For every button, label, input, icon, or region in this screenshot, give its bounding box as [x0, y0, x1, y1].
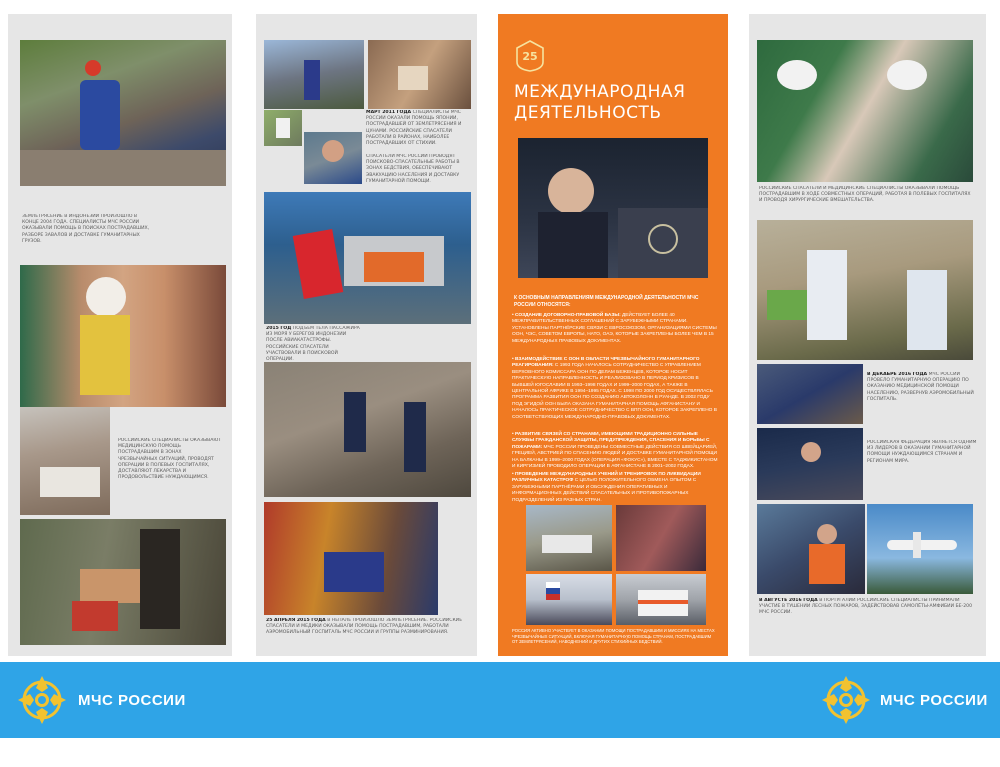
activity-text: ДЕЙСТВУЕТ БОЛЕЕ 40 МЕЖПРАВИТЕЛЬСТВЕННЫХ СОГЛАШЕНИЙ С ЗАРУБЕЖНЫМИ СТРАНАМИ. УСТАНОВЛЕНЫ ПАРТНЁРСКИЕ СВЯЗИ С ЕВРОСОЮЗОМ, ОРГАНИЗАЦИЯМИ СИСТЕМЫ ООН, ЧЭС, СОВЕТОМ ЕВРОПЫ, НАТО, ОАЭ, КОТОРЫЕ ЗАКРЕПЛЕНЫ БОЛЕЕ ЧЕМ В 15 МЕЖДУНАРОДНЫХ ПРАВОВЫХ ДОКУМЕНТАХ. — [512, 313, 717, 344]
title-line: МЕЖДУНАРОДНАЯ — [514, 82, 686, 102]
caption-lead: В ДЕКАБРЕ 2016 ГОДА — [867, 372, 928, 377]
panel-right — [749, 14, 986, 656]
activity-text: С ЦЕЛЬЮ ПОЛОЖИТЕЛЬНОГО ОБМЕНА ОПЫТОМ С ЗАРУБЕЖНЫМИ ПАРТНЁРАМИ И ОБСУЖДЕНИЯ ОПЕРАТИВНЫХ И ИНФОРМАЦИОННЫХ ДЕЙСТВИЙ СПАСАТЕЛЬНЫХ И ПРОТИВОПОЖАРНЫХ ПОДРАЗДЕЛЕНИЙ ИЗ РАЗНЫХ СТРАН. — [512, 478, 697, 503]
photo-convoy — [526, 505, 612, 571]
brand-label-right: МЧС РОССИИ — [880, 692, 988, 709]
photo-ambulance — [616, 574, 706, 625]
brand-label-left: МЧС РОССИИ — [78, 692, 186, 709]
anniversary-emblem-icon — [516, 40, 544, 72]
caption-text: МЧС РОССИИ ПРОВЕЛО ГУМАНИТАРНУЮ ОПЕРАЦИЮ ПО ОКАЗАНИЮ МЕДИЦИНСКОЙ ПОМОЩИ НАСЕЛЕНИЮ, РАЗВЕРНУВ АЭРОМОБИЛЬНЫЙ ГОСПИТАЛЬ. — [867, 372, 974, 402]
caption-text: ПОДЪЁМ ТЕЛА ПАССАЖИРА ИЗ МОРЯ У БЕРЕГОВ ИНДОНЕЗИИ ПОСЛЕ АВИАКАТАСТРОФЫ. РОССИЙСКИЕ СПАСАТЕЛИ УЧАСТВОВАЛИ В ПОИСКОВОЙ ОПЕРАЦИИ. — [266, 326, 360, 363]
activity-heading: • РАЗВИТИЕ СВЯЗЕЙ СО СТРАНАМИ, ИМЕЮЩИМИ ТРАДИЦИОННО СИЛЬНЫЕ СЛУЖБЫ ГРАЖДАНСКОЙ ЗАЩИТЫ, ПРЕДУПРЕЖДЕНИЯ, СПАСЕНИЯ И БОРЬБЫ С ПОЖАРАМИ: — [512, 432, 710, 450]
photo-nepal-rescue — [264, 502, 438, 615]
photo-briefing — [757, 504, 865, 594]
caption: ЗЕМЛЕТРЯСЕНИЕ В ИНДОНЕЗИИ ПРОИЗОШЛО В КОНЦЕ 2004 ГОДА. СПЕЦИАЛИСТЫ МЧС РОССИИ ОКАЗЫВАЛИ ПОМОЩЬ В ПОИСКАХ ПОСТРАДАВШИХ, РАЗБОРЕ ЗАВАЛОВ И ДОСТАВКЕ ГУМАНИТАРНЫХ ГРУЗОВ. — [22, 214, 150, 242]
caption-text: В НЕПАЛЕ ПРОИЗОШЛО ЗЕМЛЕТРЯСЕНИЕ. РОССИЙСКИЕ СПАСАТЕЛИ И МЕДИКИ ОКАЗЫВАЛИ ПОМОЩЬ ПОСТРАДАВШИМ, РАБОТАЛИ АЭРОМОБИЛЬНЫЙ ГОСПИТАЛЬ МЧС РОССИИ И ГРУППЫ РАЗМИНИРОВАНИЯ. — [266, 618, 463, 636]
caption-lead: 2015 ГОД — [266, 326, 292, 331]
caption: РОССИЙСКИЕ СПАСАТЕЛИ И МЕДИЦИНСКИЕ СПЕЦИАЛИСТЫ ОКАЗЫВАЛИ ПОМОЩЬ ПОСТРАДАВШИМ В ХОДЕ СОВМЕСТНЫХ ОПЕРАЦИЙ, РАБОТАЯ В ПОЛЕВЫХ ГОСПИТАЛЯХ И ПРОВОДЯ ХИРУРГИЧЕСКИЕ ВМЕШАТЕЛЬСТВА. — [759, 186, 971, 204]
caption-lead: 25 АПРЕЛЯ 2015 ГОДА — [266, 618, 326, 623]
caption-text: СПЕЦИАЛИСТЫ МЧС РОССИИ ОКАЗАЛИ ПОМОЩЬ ЯПОНИИ, ПОСТРАДАВШЕЙ ОТ ЗЕМЛЕТРЯСЕНИЯ И ЦУНАМИ. РОССИЙСКИЕ СПАСАТЕЛИ РАБОТАЛИ В РАЙОНАХ, НАИБОЛЕЕ ПОСТРАДАВШИХ ОТ СТИХИИ. — [366, 110, 462, 147]
photo-box — [264, 110, 302, 146]
activity-item — [512, 472, 718, 503]
section-title — [514, 82, 724, 124]
panel-middle-left — [256, 14, 477, 656]
svg-text:25: 25 — [522, 50, 538, 63]
photo-smiling-people — [20, 265, 226, 407]
activity-text: МЧС РОССИИ ПРОВЕДЕНЫ СОВМЕСТНЫЕ ДЕЙСТВИЯ СО ШВЕЙЦАРИЕЙ, ГРЕЦИЕЙ, АВСТРИЕЙ ПО СПАСЕНИЮ ЛЮДЕЙ И ДОСТАВКЕ ГУМАНИТАРНОЙ ПОМОЩИ НА БАЛКАНЫ В 1999–2000 ГОДАХ (ОПЕРАЦИЯ «ФОКУС»), ВМЕСТЕ С ТАДЖИКИСТАНОМ И КИРГИЗИЕЙ ПРОВОДИЛО ОПЕРАЦИИ В АФГАНИСТАНЕ В 2001–2002 ГОДАХ. — [512, 444, 718, 470]
activity-item — [512, 313, 718, 355]
caption — [266, 618, 471, 650]
title-line: ДЕЯТЕЛЬНОСТЬ — [514, 103, 662, 123]
emercom-emblem-icon — [18, 670, 66, 728]
photo-refugees — [616, 505, 706, 571]
caption — [867, 372, 979, 426]
activity-item — [512, 432, 718, 470]
caption — [759, 598, 973, 650]
activity-heading: • ВЗАИМОДЕЙСТВИЕ С ООН В ОБЛАСТИ ЧРЕЗВЫЧАЙНОГО ГУМАНИТАРНОГО РЕАГИРОВАНИЯ: — [512, 357, 700, 369]
photo-be200-aircraft — [867, 504, 973, 594]
brand-band — [0, 662, 1000, 738]
caption: РОССИЙСКАЯ ФЕДЕРАЦИЯ ЯВЛЯЕТСЯ ОДНИМ ИЗ ЛИДЕРОВ В ОКАЗАНИИ ГУМАНИТАРНОЙ ПОМОЩИ НУЖДАЮЩИМСЯ СТРАНАМ И РЕГИОНАМ МИРА. — [867, 440, 977, 464]
photo-cargo-unloading — [20, 519, 226, 645]
caption — [266, 326, 361, 366]
caption-lead: В АВГУСТЕ 2016 ГОДА — [759, 598, 818, 603]
photo-rescuer-portrait — [304, 132, 362, 184]
caption-text: В ПОРТУГАЛИИ РОССИЙСКИЕ СПЕЦИАЛИСТЫ ПРИНИМАЛИ УЧАСТИЕ В ТУШЕНИИ ЛЕСНЫХ ПОЖАРОВ, ЗАДЕЙСТВОВАВ САМОЛЁТЫ-АМФИБИИ БЕ-200 МЧС РОССИИ. — [759, 598, 972, 616]
photo-meeting — [757, 428, 863, 500]
activity-item — [512, 357, 718, 427]
photo-rescue-team — [264, 40, 364, 109]
footer-note: РОССИЯ АКТИВНО УЧАСТВУЕТ В ОКАЗАНИИ ПОМОЩИ ПОСТРАДАВШИМ И МИССИЯХ НА МЕСТАХ ЧРЕЗВЫЧАЙНЫХ СИТУАЦИЙ, ВКЛЮЧАЯ ГУМАНИТАРНУЮ ПОМОЩЬ СТРАНАМ, ПОСТРАДАВШИМ ОТ ЗЕМЛЕТРЯСЕНИЙ, НАВОДНЕНИЙ И ДРУГИХ СТИХИЙНЫХ БЕДСТВИЙ. — [512, 628, 715, 645]
footer-strip — [0, 738, 1000, 767]
caption-lead: МАРТ 2011 ГОДА — [366, 110, 412, 115]
photo-field-hospital — [757, 220, 973, 360]
caption: СПАСАТЕЛИ МЧС РОССИИ ПРОВОДЯТ ПОИСКОВО-СПАСАТЕЛЬНЫЕ РАБОТЫ В ЗОНАХ БЕДСТВИЯ, ОБЕСПЕЧИВАЮТ ЭВАКУАЦИЮ НАСЕЛЕНИЯ И ДОСТАВКУ ГУМАНИТАРНОЙ ПОМОЩИ. — [366, 154, 460, 184]
photo-airasia-wreckage — [264, 192, 471, 324]
caption: РОССИЙСКИЕ СПЕЦИАЛИСТЫ ОКАЗЫВАЮТ МЕДИЦИНСКУЮ ПОМОЩЬ ПОСТРАДАВШИМ В ЗОНАХ ЧРЕЗВЫЧАЙНЫХ СИТУАЦИЙ, ПРОВОДЯТ ОПЕРАЦИИ В ПОЛЕВЫХ ГОСПИТАЛЯХ, ДОСТАВЛЯЮТ ЛЕКАРСТВА И ПРОДОВОЛЬСТВИЕ НУЖДАЮЩИМСЯ. — [118, 438, 222, 480]
activity-text: С 1993 ГОДА НАЧАЛОСЬ СОТРУДНИЧЕСТВО С УПРАВЛЕНИЕМ ВЕРХОВНОГО КОМИССАРА ООН ПО ДЕЛАМ БЕЖЕНЦЕВ, КОТОРОЕ НОСИТ ПРАКТИЧЕСКУЮ НАПРАВЛЕННОСТЬ И РЕАЛИЗОВАНО В ПЕРИОД КРИЗИСОВ В БЫВШЕЙ ЮГОСЛАВИИ В 1993–1998 ГОДАХ И 1999–2000 ГОДАХ, А ТАКЖЕ В ЦЕНТРАЛЬНОЙ АФРИКЕ В 1994–1995 ГОДАХ. С 1998 ПО 2000 ГОД ОСУЩЕСТВЛЯЛАСЬ ПРОГРАММА РАЗВИТИЯ ООН ПО СОЗДАНИЮ АВТОКОЛОНН В РУАНДЕ. В 2002 ГОДУ ПОД ЭГИДОЙ ООН БЫЛА ОКАЗАНА ГУМАНИТАРНАЯ ПОМОЩЬ АФГАНИСТАНУ И НАЧАЛОСЬ ПРАКТИЧЕСКОЕ СОТРУДНИЧЕСТВО С ВПП ООН, КОТОРОЕ ЗАКРЕПЛЕНО В СООТВЕТСТВУЮЩИХ МЕЖДУНАРОДНО-ПРАВОВЫХ ДОКУМЕНТАХ. — [512, 363, 717, 420]
photo-indoor-work — [368, 40, 471, 109]
intro-text: К ОСНОВНЫМ НАПРАВЛЕНИЯМ МЕЖДУНАРОДНОЙ ДЕЯТЕЛЬНОСТИ МЧС РОССИИ ОТНОСЯТСЯ: — [514, 295, 699, 308]
photo-speaker-podium — [518, 138, 708, 278]
photo-rubble-search — [264, 362, 471, 497]
activity-heading: • СОЗДАНИЕ ДОГОВОРНО-ПРАВОВОЙ БАЗЫ: — [512, 313, 621, 318]
photo-surgery — [757, 40, 973, 182]
photo-flags — [526, 574, 612, 625]
activity-heading: • ПРОВЕДЕНИЕ МЕЖДУНАРОДНЫХ УЧЕНИЙ И ТРЕНИРОВОК ПО ЛИКВИДАЦИИ РАЗЛИЧНЫХ КАТАСТРОФ — [512, 472, 701, 484]
panel-left — [8, 14, 232, 656]
panel-center — [498, 14, 728, 656]
photo-emercom-officers — [757, 364, 863, 424]
emercom-emblem-icon — [822, 670, 870, 728]
photo-medical-aid — [20, 407, 110, 515]
caption — [366, 110, 470, 152]
photo-rescuers-debris — [20, 40, 226, 186]
